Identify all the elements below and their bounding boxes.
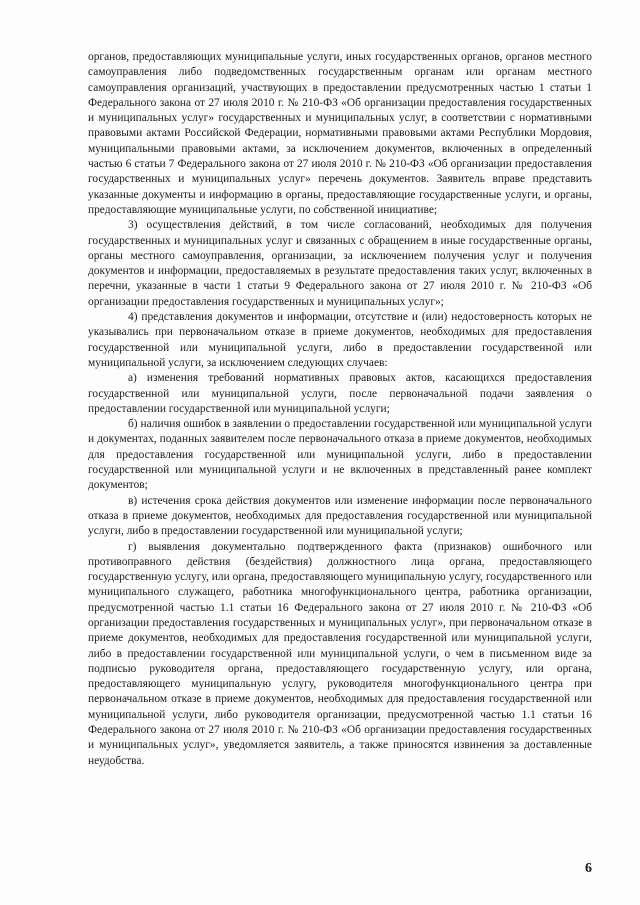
- document-body: [88, 50, 592, 769]
- paragraph-item-4a: а) изменения требований нормативных правовых актов, касающихся предоставления государственной или муниципальной услуги, после первоначальной подачи заявления о предоставлении государственной или муниципальной услуги;: [88, 372, 592, 415]
- paragraph-item-3: 3) осуществления действий, в том числе согласований, необходимых для получения государственных и муниципальных услуг и связанных с обращением в иные государственные органы, органы местного самоуправления, организации, за исключением получения услуг и получения документов и информации, предоставляемых в результате предоставления таких услуг, включенных в перечни, указанные в части 1 статьи 9 Федерального закона от 27 июля 2010 г. № 210-ФЗ «Об организации предоставления государственных и муниципальных услуг»;: [88, 219, 592, 308]
- paragraph-item-4b: б) наличия ошибок в заявлении о предоставлении государственной или муниципальной услуги и документах, поданных заявителем после первоначального отказа в приеме документов, необходимых для предоставления государственной или муниципальной услуги, либо в предоставлении государственной или муниципальной услуги и не включенных в представленный ранее комплект документов;: [88, 418, 592, 492]
- paragraph-continuation: органов, предоставляющих муниципальные услуги, иных государственных органов, органов местного самоуправления либо подведомственных государственным органам или органам местного самоуправления организаций, участвующих в предоставлении предусмотренных частью 1 статьи 1 Федерального закона от 27 июля 2010 г. № 210-ФЗ «Об организации предоставления государственных и муниципальных услуг» государственных и муниципальных услуг, в соответствии с нормативными правовыми актами Российской Федерации, нормативными правовыми актами Республики Мордовия, муниципальными правовыми актами, за исключением документов, включенных в определенный частью 6 статьи 7 Федерального закона от 27 июля 2010 г. № 210-ФЗ «Об организации предоставления государственных и муниципальных услуг» перечень документов. Заявитель вправе представить указанные документы и информацию в органы, предоставляющие государственные услуги, и органы, предоставляющие муниципальные услуги, по собственной инициативе;: [88, 51, 592, 216]
- paragraph-item-4g: г) выявления документально подтвержденного факта (признаков) ошибочного или противоправного действия (бездействия) должностного лица органа, предоставляющего государственную услугу, или органа, предоставляющего муниципальную услугу, государственного или муниципального служащего, работника многофункционального центра, работника организации, предусмотренной частью 1.1 статьи 16 Федерального закона от 27 июля 2010 г. № 210-ФЗ «Об организации предоставления государственных и муниципальных услуг», при первоначальном отказе в приеме документов, необходимых для предоставления государственной или муниципальной услуги, либо в предоставлении государственной или муниципальной услуги, о чем в письменном виде за подписью руководителя органа, предоставляющего государственную услугу, или органа, предоставляющего муниципальную услугу, руководителя многофункционального центра при первоначальном отказе в приеме документов, необходимых для предоставления государственной или муниципальной услуги, либо руководителя организации, предусмотренной частью 1.1 статьи 16 Федерального закона от 27 июля 2010 г. № 210-ФЗ «Об организации предоставления государственных и муниципальных услуг», уведомляется заявитель, а также приносятся извинения за доставленные неудобства.: [88, 540, 592, 767]
- paragraph-item-4v: в) истечения срока действия документов или изменение информации после первоначального отказа в приеме документов, необходимых для предоставления государственной или муниципальной услуги, либо в предоставлении государственной или муниципальной услуги;: [88, 494, 592, 538]
- paragraph-item-4: 4) представления документов и информации, отсутствие и (или) недостоверность которых не указывались при первоначальном отказе в приеме документов, необходимых для предоставления государственной или муниципальной услуги, либо в предоставлении государственной или муниципальной услуги, за исключением следующих случаев:: [88, 311, 592, 369]
- page-number: 6: [585, 861, 592, 876]
